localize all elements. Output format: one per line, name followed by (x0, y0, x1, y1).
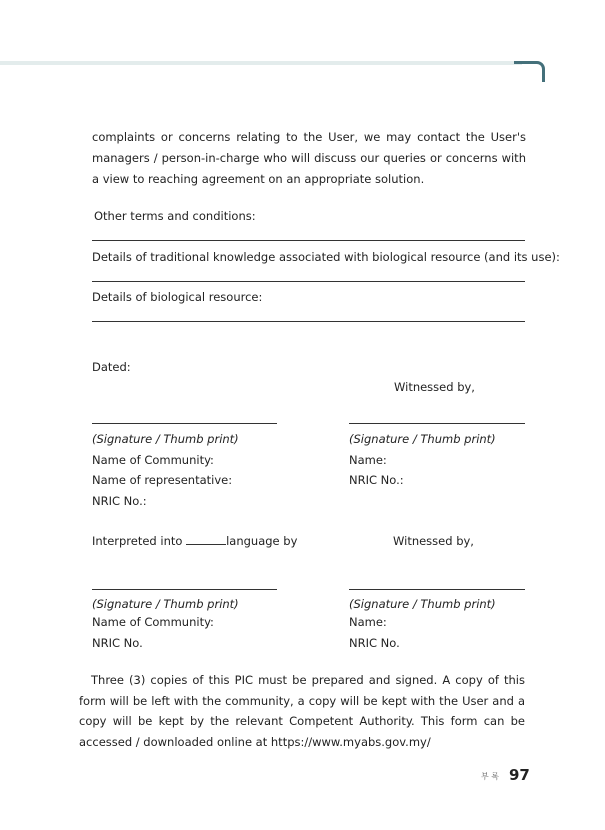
interpreted-suffix: language by (226, 534, 298, 548)
nric-label-right-2: NRIC No. (349, 636, 400, 650)
name-label-2: Name: (349, 615, 387, 629)
divider-2 (92, 281, 525, 282)
page-section-label: 부 록 (481, 772, 499, 781)
signature-caption-left-1: (Signature / Thumb print) (92, 432, 239, 446)
signature-line-right-1 (349, 423, 525, 424)
name-of-community-label-1: Name of Community: (92, 453, 214, 467)
witnessed-by-label-2: Witnessed by, (393, 534, 474, 548)
signature-line-left-1 (92, 423, 277, 424)
intro-paragraph: complaints or concerns relating to the User, we may contact the User's managers / person-in-charge who will discuss our queries or concerns with a view to reaching agreement on an appropriate solution. (92, 130, 526, 186)
interpreted-prefix: Interpreted into (92, 534, 187, 548)
signature-caption-left-2: (Signature / Thumb print) (92, 597, 239, 611)
footer-note: Three (3) copies of this PIC must be prepared and signed. A copy of this form will be left with the community, a copy will be kept with the User and a copy will be kept by the relevant Competent Authority. This form can be accessed / downloaded online at https://www.myabs.gov.my/ (79, 673, 525, 749)
name-of-community-label-2: Name of Community: (92, 615, 214, 629)
witnessed-by-label-1: Witnessed by, (394, 380, 475, 394)
nric-label-left-1: NRIC No.: (92, 494, 147, 508)
header-band (0, 61, 522, 65)
header-corner-mark (514, 61, 545, 82)
nric-label-left-2: NRIC No. (92, 636, 143, 650)
dated-label: Dated: (92, 360, 131, 374)
details-br-label: Details of biological resource: (92, 290, 263, 304)
signature-caption-right-2: (Signature / Thumb print) (349, 597, 496, 611)
interpreted-line (92, 534, 297, 548)
details-tk-label: Details of traditional knowledge associated with biological resource (and its use): (92, 250, 560, 264)
divider-1 (92, 240, 525, 241)
signature-caption-right-1: (Signature / Thumb print) (349, 432, 496, 446)
nric-label-right-1: NRIC No.: (349, 473, 404, 487)
signature-line-right-2 (349, 589, 525, 590)
page-number: 97 (509, 766, 530, 784)
language-blank (186, 534, 226, 545)
other-terms-label: Other terms and conditions: (94, 209, 256, 223)
name-label-1: Name: (349, 453, 387, 467)
signature-line-left-2 (92, 589, 277, 590)
divider-3 (92, 321, 525, 322)
name-of-representative-label: Name of representative: (92, 473, 233, 487)
